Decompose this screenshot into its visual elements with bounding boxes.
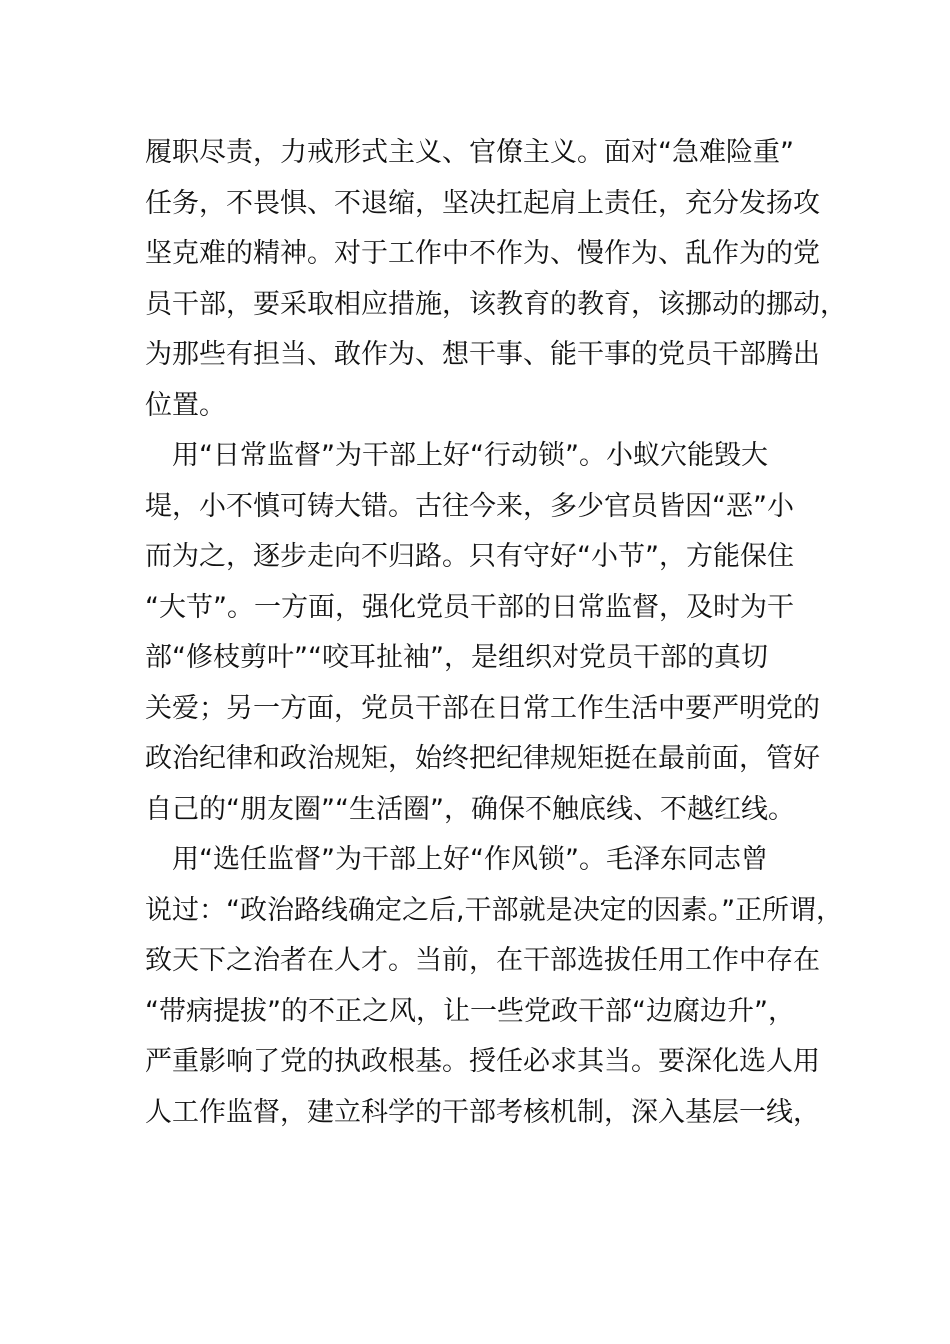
- text-line: 自己的“朋友圈”“生活圈”，确保不触底线、不越红线。: [145, 793, 795, 825]
- document-body: [145, 128, 847, 1138]
- text-line: 部“修枝剪叶”“咬耳扯袖”，是组织对党员干部的真切: [145, 642, 768, 673]
- text-line: 用“日常监督”为干部上好“行动锁”。小蚁穴能毁大: [145, 440, 768, 471]
- text-line: 说过：“政治路线确定之后,干部就是决定的因素。”正所谓，: [145, 894, 844, 926]
- text-line: 员干部，要采取相应措施，该教育的教育，该挪动的挪动，: [145, 288, 847, 320]
- text-line: 为那些有担当、敢作为、想干事、能干事的党员干部腾出: [145, 339, 820, 370]
- text-line: 而为之，逐步走向不归路。只有守好“小节”，方能保住: [145, 541, 794, 572]
- text-line: 严重影响了党的执政根基。授任必求其当。要深化选人用: [145, 1046, 820, 1077]
- text-line: “大节”。一方面，强化党员干部的日常监督，及时为干: [145, 591, 794, 623]
- text-line: 堤，小不慎可铸大错。古往今来，多少官员皆因“恶”小: [145, 490, 794, 522]
- text-line: 人工作监督，建立科学的干部考核机制，深入基层一线，: [145, 1096, 820, 1128]
- text-line: 位置。: [145, 389, 226, 421]
- text-line: 履职尽责，力戒形式主义、官僚主义。面对“急难险重”: [145, 137, 794, 168]
- text-line: 致天下之治者在人才。当前，在干部选拔任用工作中存在: [145, 945, 820, 976]
- text-line: 用“选任监督”为干部上好“作风锁”。毛泽东同志曾: [145, 844, 768, 875]
- text-line: 关爱；另一方面，党员干部在日常工作生活中要严明党的: [145, 692, 820, 724]
- text-line: 任务，不畏惧、不退缩，坚决扛起肩上责任，充分发扬攻: [145, 187, 820, 219]
- text-line: 坚克难的精神。对于工作中不作为、慢作为、乱作为的党: [145, 238, 820, 269]
- text-line: 政治纪律和政治规矩，始终把纪律规矩挺在最前面，管好: [145, 743, 820, 774]
- text-line: “带病提拔”的不正之风，让一些党政干部“边腐边升”，: [145, 995, 795, 1027]
